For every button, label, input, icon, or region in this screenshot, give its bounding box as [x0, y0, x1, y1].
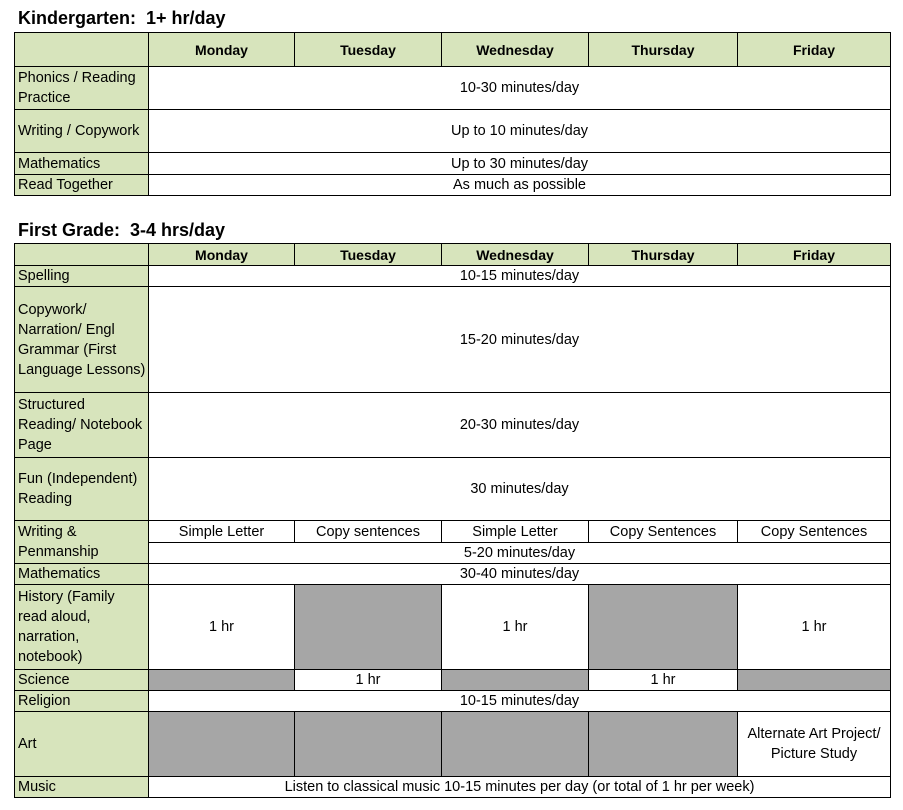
header-corner-cell [15, 33, 149, 67]
time-structured-reading: 20-30 minutes/day [149, 393, 891, 458]
header-row [15, 244, 891, 266]
table-row-mathematics [15, 153, 891, 175]
table-row-history [15, 585, 891, 670]
day-header-friday: Friday [738, 33, 891, 67]
writing-thursday-cell: Copy Sentences [589, 521, 738, 543]
time-mathematics: 30-40 minutes/day [149, 564, 891, 585]
history-friday-cell: 1 hr [738, 585, 891, 670]
science-monday-cell [149, 670, 295, 691]
science-friday-cell [738, 670, 891, 691]
day-header-tuesday: Tuesday [295, 33, 442, 67]
time-mathematics: Up to 30 minutes/day [149, 153, 891, 175]
art-monday-cell [149, 712, 295, 777]
subject-label-writing-penmanship: Writing & Penmanship [15, 521, 149, 564]
art-wednesday-cell [442, 712, 589, 777]
history-monday-cell: 1 hr [149, 585, 295, 670]
kindergarten-title: Kindergarten: 1+ hr/day [18, 8, 226, 28]
writing-wednesday-cell: Simple Letter [442, 521, 589, 543]
time-spelling: 10-15 minutes/day [149, 266, 891, 287]
art-friday-cell: Alternate Art Project/ Picture Study [738, 712, 891, 777]
header-row [15, 33, 891, 67]
day-header-monday: Monday [149, 33, 295, 67]
history-tuesday-cell [295, 585, 442, 670]
subject-label-copywork: Copywork/ Narration/ Engl Grammar (First Language Lessons) [15, 287, 149, 393]
table-row-science [15, 670, 891, 691]
subject-label-mathematics: Mathematics [15, 564, 149, 585]
subject-label-spelling: Spelling [15, 266, 149, 287]
subject-label-science: Science [15, 670, 149, 691]
time-writing: Up to 10 minutes/day [149, 110, 891, 153]
subject-label-mathematics: Mathematics [15, 153, 149, 175]
subject-label-history: History (Family read aloud, narration, notebook) [15, 585, 149, 670]
table-row-read-together [15, 175, 891, 196]
subject-label-writing: Writing / Copywork [15, 110, 149, 153]
table-row-spelling [15, 266, 891, 287]
time-fun-reading: 30 minutes/day [149, 458, 891, 521]
subject-label-phonics: Phonics / Reading Practice [15, 67, 149, 110]
science-tuesday-cell: 1 hr [295, 670, 442, 691]
subject-label-fun-reading: Fun (Independent) Reading [15, 458, 149, 521]
time-read-together: As much as possible [149, 175, 891, 196]
subject-label-music: Music [15, 777, 149, 798]
history-wednesday-cell: 1 hr [442, 585, 589, 670]
header-corner-cell [15, 244, 149, 266]
table-row-religion [15, 691, 891, 712]
subject-label-art: Art [15, 712, 149, 777]
table-row-writing [15, 110, 891, 153]
kindergarten-schedule-table [14, 32, 891, 196]
day-header-wednesday: Wednesday [442, 33, 589, 67]
table-row-phonics [15, 67, 891, 110]
history-thursday-cell [589, 585, 738, 670]
art-thursday-cell [589, 712, 738, 777]
science-thursday-cell: 1 hr [589, 670, 738, 691]
science-wednesday-cell [442, 670, 589, 691]
table-row-structured-reading [15, 393, 891, 458]
day-header-monday: Monday [149, 244, 295, 266]
time-religion: 10-15 minutes/day [149, 691, 891, 712]
subject-label-read-together: Read Together [15, 175, 149, 196]
time-writing-penmanship: 5-20 minutes/day [149, 543, 891, 564]
writing-friday-cell: Copy Sentences [738, 521, 891, 543]
table-row-mathematics [15, 564, 891, 585]
art-tuesday-cell [295, 712, 442, 777]
time-copywork: 15-20 minutes/day [149, 287, 891, 393]
day-header-thursday: Thursday [589, 244, 738, 266]
writing-tuesday-cell: Copy sentences [295, 521, 442, 543]
table-row-art [15, 712, 891, 777]
table-row-writing-penmanship [15, 521, 891, 543]
table-row-fun-reading [15, 458, 891, 521]
day-header-tuesday: Tuesday [295, 244, 442, 266]
first-grade-title: First Grade: 3-4 hrs/day [18, 220, 226, 240]
day-header-wednesday: Wednesday [442, 244, 589, 266]
time-music: Listen to classical music 10-15 minutes per day (or total of 1 hr per week) [149, 777, 891, 798]
subject-label-religion: Religion [15, 691, 149, 712]
writing-monday-cell: Simple Letter [149, 521, 295, 543]
day-header-friday: Friday [738, 244, 891, 266]
subject-label-structured-reading: Structured Reading/ Notebook Page [15, 393, 149, 458]
time-phonics: 10-30 minutes/day [149, 67, 891, 110]
day-header-thursday: Thursday [589, 33, 738, 67]
table-row-copywork [15, 287, 891, 393]
table-row-music [15, 777, 891, 798]
first-grade-schedule-table [14, 243, 891, 798]
